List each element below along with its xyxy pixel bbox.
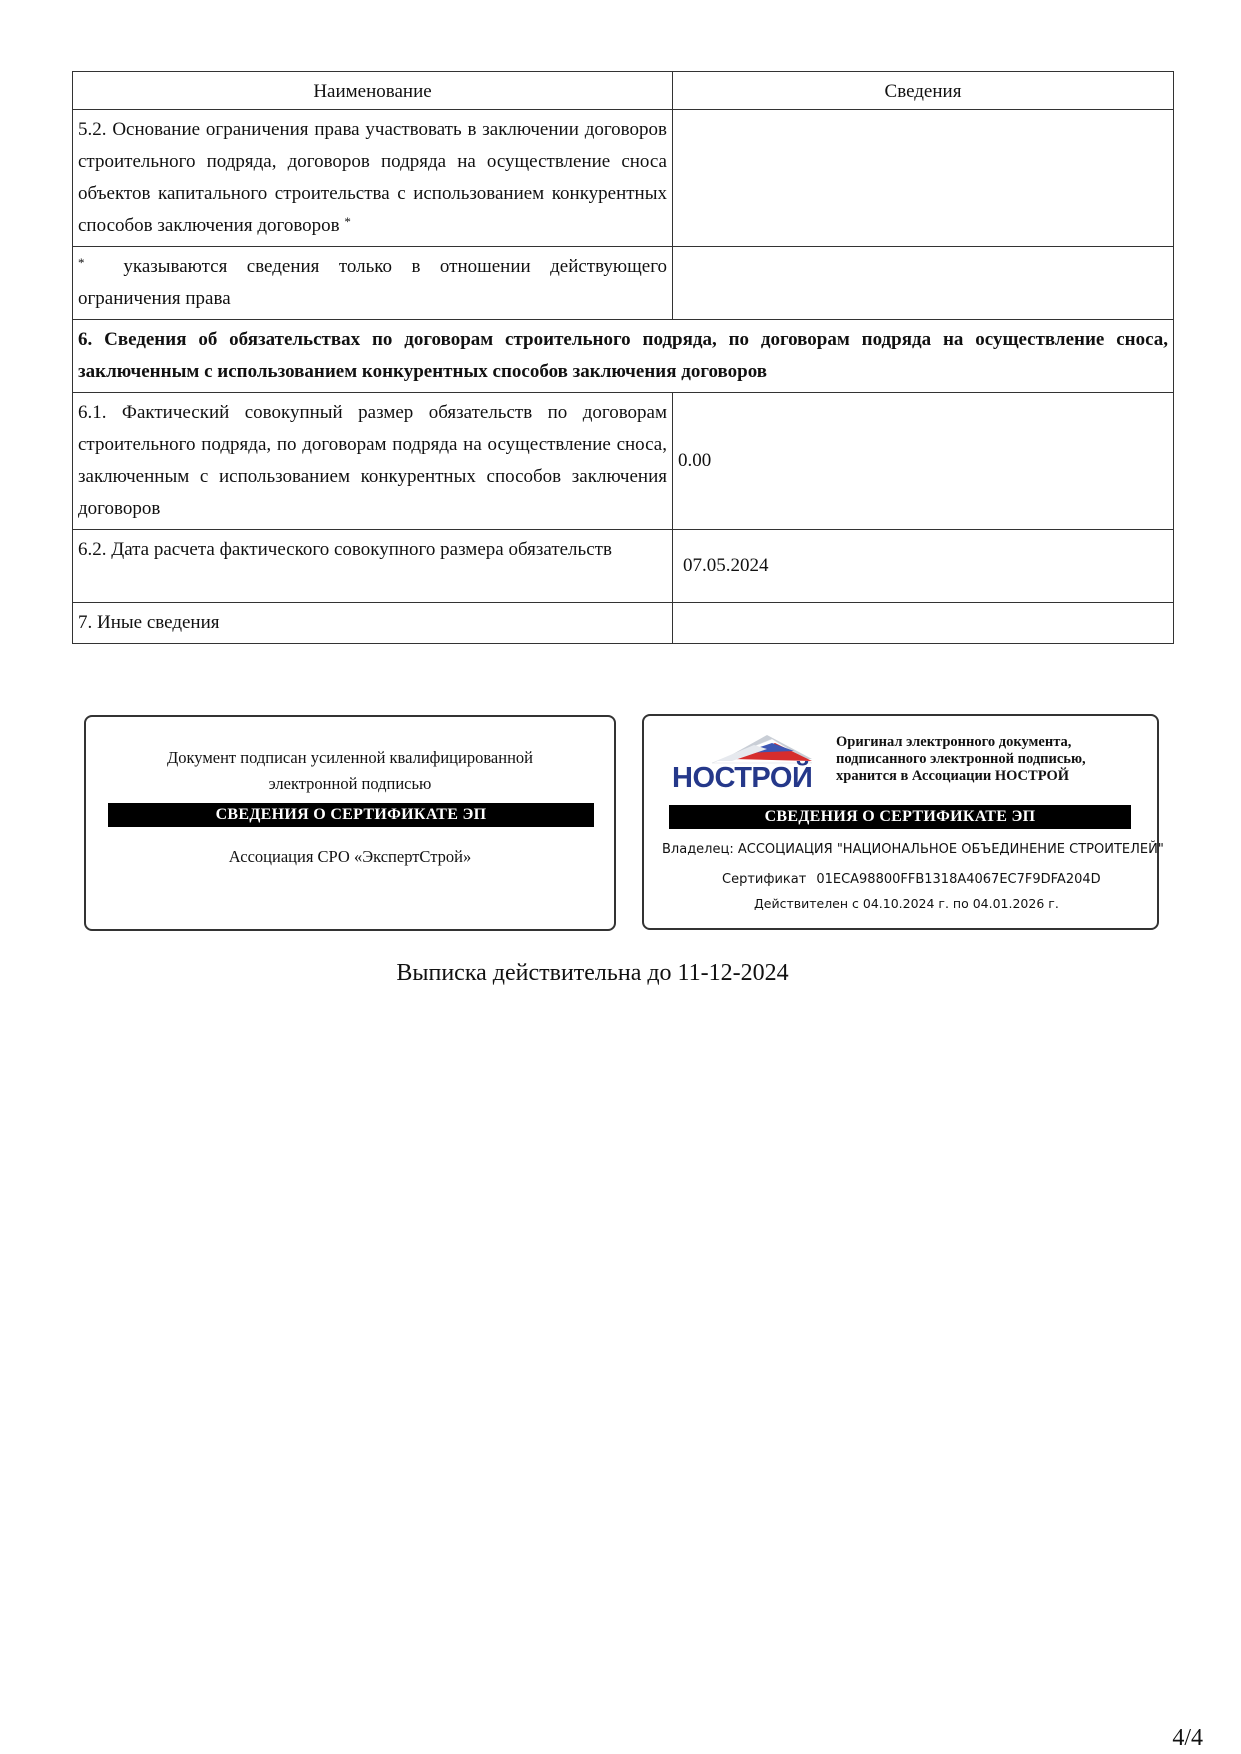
footnote-mark: * <box>78 255 85 270</box>
row-6-1-label: 6.1. Фактический совокупный размер обязательств по договорам строительного подряда, по договорам подряда на осуществление сноса, заключенным с использованием конкурентных способов заключения договоров <box>73 393 673 530</box>
validity-note: Выписка действительна до 11-12-2024 <box>396 960 789 986</box>
section-row <box>73 320 1174 393</box>
footnote-mark: * <box>344 214 351 229</box>
stamp-caption: Документ подписан усиленной квалифицированной <box>167 748 533 767</box>
table-row <box>73 247 1174 320</box>
original-note: хранится в Ассоциации НОСТРОЙ <box>836 768 1070 784</box>
row-6-2-value: 07.05.2024 <box>673 530 1174 603</box>
original-note: подписанного электронной подписью, <box>836 751 1086 767</box>
row-6-2-label: 6.2. Дата расчета фактического совокупного размера обязательств <box>73 530 673 603</box>
row-5-2-value <box>673 110 1174 247</box>
header-info: Сведения <box>673 72 1174 110</box>
certificate-value: 01ECA98800FFB1318A4067EC7F9DFA204D <box>816 872 1101 887</box>
stamp-caption: электронной подписью <box>268 774 432 793</box>
certificate-number <box>722 872 1101 887</box>
stamp-organization: Ассоциация СРО «ЭкспертСтрой» <box>228 847 472 866</box>
table-row <box>73 393 1174 530</box>
extract-table <box>72 71 1174 644</box>
table-row <box>73 530 1174 603</box>
row-6-1-value: 0.00 <box>673 393 1174 530</box>
table-row <box>73 603 1174 644</box>
signature-stamp-left <box>84 715 616 931</box>
certificate-validity: Действителен с 04.10.2024 г. по 04.01.2026 г. <box>754 896 1059 911</box>
section-6-title: 6. Сведения об обязательствах по договорам строительного подряда, по договорам подряда на осуществление сноса, заключенным с использованием конкурентных способов заключения договоров <box>73 320 1174 393</box>
page-number: 4/4 <box>1172 1725 1203 1751</box>
certificate-bar: СВЕДЕНИЯ О СЕРТИФИКАТЕ ЭП <box>108 803 594 827</box>
row-note-value <box>673 247 1174 320</box>
certificate-label: Сертификат <box>722 872 807 887</box>
certificate-owner: Владелец: АССОЦИАЦИЯ "НАЦИОНАЛЬНОЕ ОБЪЕДИНЕНИЕ СТРОИТЕЛЕЙ" <box>662 842 1164 857</box>
table-header <box>73 72 1174 110</box>
table-row <box>73 110 1174 247</box>
header-name: Наименование <box>73 72 673 110</box>
nostroy-logo-text: НОСТРОЙ <box>672 762 813 794</box>
certificate-bar: СВЕДЕНИЯ О СЕРТИФИКАТЕ ЭП <box>669 805 1131 829</box>
row-7-value <box>673 603 1174 644</box>
original-note: Оригинал электронного документа, <box>836 734 1072 750</box>
footnote-text: указываются сведения только в отношении действующего ограничения права <box>78 256 668 309</box>
signature-stamp-right <box>642 714 1164 930</box>
row-7-label: 7. Иные сведения <box>73 603 673 644</box>
row-5-2-label: 5.2. Основание ограничения права участвовать в заключении договоров строительного подряда, договоров подряда на осуществление сноса объектов капитального строительства с использованием конкурентных способов заключения договоров <box>78 119 667 236</box>
